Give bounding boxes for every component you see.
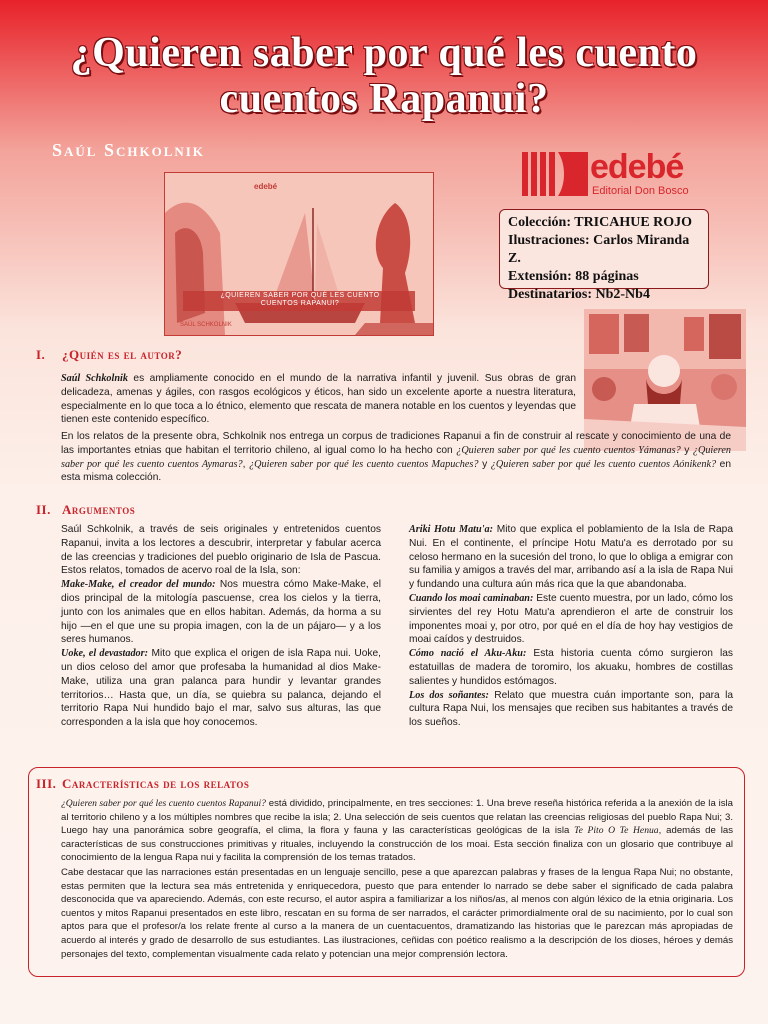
publisher-logo bbox=[522, 150, 722, 200]
section-3-heading: III. Características de los relatos bbox=[36, 776, 250, 791]
section-3-paragraph-2: Cabe destacar que las narraciones están presentadas en un lenguaje sencillo, pese a que aparezcan palabras y frases de la lengua Rapa Nui; no obstante, estas permiten que la lectura sea más entretenida y enriquecedora, puesto que para entender lo narrado se debe saber el significado de cada palabra desconocida que va apareciendo. Además, con este recurso, el autor aspira a familiarizar a los niños/as, al menos con algún léxico de la etnia originaria. Los cuentos y mitos Rapanui presentados en este libro, rescatan en su forma de ser narrados, el carácter primordialmente oral de su nacimiento, por lo cual son aptos para que el profesor/a los relate frente al curso a la manera de un cuentacuentos, dramatizando las historias que le parezcan más apropiadas de acuerdo al interés y grado de desarrollo de sus estudiantes. Las ilustraciones, ceñidas con poético realismo a la descripción de los dioses, héroes y demás personajes del texto, complementan visualmente cada relato y potencian una mejor comprensión lectora. bbox=[61, 867, 733, 960]
edebe-book-icon bbox=[522, 150, 588, 198]
section-2-column-left bbox=[61, 523, 381, 730]
argument-item: Ariki Hotu Matu'a: Mito que explica el poblamiento de la Isla de Rapa Nui. En el continente, el príncipe Hotu Matu'a es derrotado por su celoso hermano en la sucesión del trono, lo que lo obliga a emigrar con su familia y amigos a través del mar, arribando así a la isla de Rapa Nui y fundando una cultura aún más rica que la que abandonaba. bbox=[409, 524, 733, 591]
section-1-paragraph-1: Saúl Schkolnik es ampliamente conocido en el mundo de la narrativa infantil y juvenil. Sus obras de gran delicadeza, amenas y ágiles, con rasgos ecológicos y éticos, han sido un excelente aporte a nuestra literatura, especialmente en lo que toca a lo étnico, elemento que rescata de manera notable en los cuentos y leyendas que tienen este contenido específico. bbox=[61, 373, 576, 426]
section-2-column-right bbox=[409, 523, 733, 730]
cover-author: SAÚL SCHKOLNIK bbox=[180, 322, 232, 328]
section-2-intro: Saúl Schkolnik, a través de seis originales y entretenidos cuentos Rapanui, invita a los lectores a descubrir, interpretar y fabular acerca de las creencias y tradiciones del pueblo originario de Isla de Pascua. Estos relatos, tomados de acervo roal de la Isla, son: bbox=[61, 524, 381, 577]
book-cover-image bbox=[164, 172, 434, 336]
section-1-heading: I. ¿Quién es el autor? bbox=[36, 347, 183, 362]
title-line-2: cuentos Rapanui? bbox=[219, 76, 549, 122]
argument-item: Los dos soñantes: Relato que muestra cuán importante son, para la cultura Rapa Nui, los mensajes que reciben sus habitantes a través de los sueños. bbox=[409, 689, 733, 729]
cover-logo: edebé bbox=[254, 182, 278, 191]
cover-title: ¿QUIEREN SABER POR QUÉ LES CUENTO CUENTOS RAPANUI? bbox=[220, 292, 380, 307]
publisher-name: edebé bbox=[590, 148, 684, 186]
section-2-heading: II. Argumentos bbox=[36, 502, 136, 517]
title-line-1: ¿Quieren saber por qué les cuento bbox=[70, 30, 698, 76]
page-title bbox=[0, 30, 768, 122]
book-info-box bbox=[499, 209, 709, 302]
argument-item: Make-Make, el creador del mundo: Nos muestra cómo Make-Make, el dios principal de la mitología pascuense, crea los cielos y la tierra, junto con los animales que en ellos habitan. Además, da horma a su hijo —en el que une su propia imagen, con la de un pájaro— y a los seres humanos. bbox=[61, 579, 381, 646]
info-coleccion: Colección: TRICAHUE ROJO bbox=[508, 215, 693, 230]
argument-item: Cómo nació el Aku-Aku: Esta historia cuenta cómo surgieron las estatuillas de madera de toromiro, los akuaku, hombres de costillas salientes y hundidos estómagos. bbox=[409, 648, 734, 687]
publisher-subtitle: Editorial Don Bosco bbox=[592, 185, 689, 197]
author-name: Saúl Schkolnik bbox=[52, 140, 205, 160]
argument-item: Cuando los moai caminaban: Este cuento muestra, por un lado, cómo los sirvientes del rey Hotu Matu'a aprendieron el arte de construir los imponentes moai y, por otro, por qué en el día de hoy hay vestigios de moai caídos y destruidos. bbox=[409, 592, 733, 646]
info-extension: Extensión: 88 páginas bbox=[508, 269, 639, 284]
section-1-paragraph-2: En los relatos de la presente obra, Schkolnik nos entrega un corpus de tradiciones Rapanui a fin de construir al rescate y conocimiento de una de las importantes etnias que habitan el territorio chileno, al igual como lo ha hecho con ¿Quieren saber por qué les cuento cuentos Yámanas? y ¿Quieren saber por qué les cuento cuentos Aymaras?, ¿Quieren saber por qué les cuento cuentos Mapuches? y ¿Quieren saber por qué les cuento cuentos Aónikenk? en esta misma colección. bbox=[61, 431, 732, 484]
info-destinatarios: Destinatarios: Nb2-Nb4 bbox=[508, 287, 650, 302]
info-ilustraciones: Ilustraciones: Carlos Miranda Z. bbox=[508, 233, 690, 266]
section-3-paragraph-1: ¿Quieren saber por qué les cuento cuentos Rapanui? está dividido, principalmente, en tres secciones: 1. Una breve reseña histórica referida a la anexión de la isla al territorio chileno y a los múltiples nombres que recibe la isla; 2. Una selección de seis cuentos que relatan las creencias religiosas del pueblo Rapa Nui; 3. Luego hay una panorámica sobre geografía, el clima, la flora y fauna y las características geológicas de la isla Te Pito O Te Henua, además de las características de sus construcciones primitivas y rituales, incluyendo la construcción de los moai. Esta sección finaliza con un glosario que contribuye al conocimiento de la lengua Rapa nui y facilita la comprensión de los temas tratados. bbox=[61, 798, 733, 864]
argument-item: Uoke, el devastador: Mito que explica el origen de isla Rapa nui. Uoke, un dios celoso del amor que profesaba la humanidad al dios Make-Make, utiliza una gran palanca para hundir y levantar grandes territorios… Hasta que, un día, se quiebra su palanca, dejando el territorio Rapa Nui hundido bajo el mar, salvo sus alturas, las que corresponden a la isla que hoy conocemos. bbox=[61, 648, 381, 729]
